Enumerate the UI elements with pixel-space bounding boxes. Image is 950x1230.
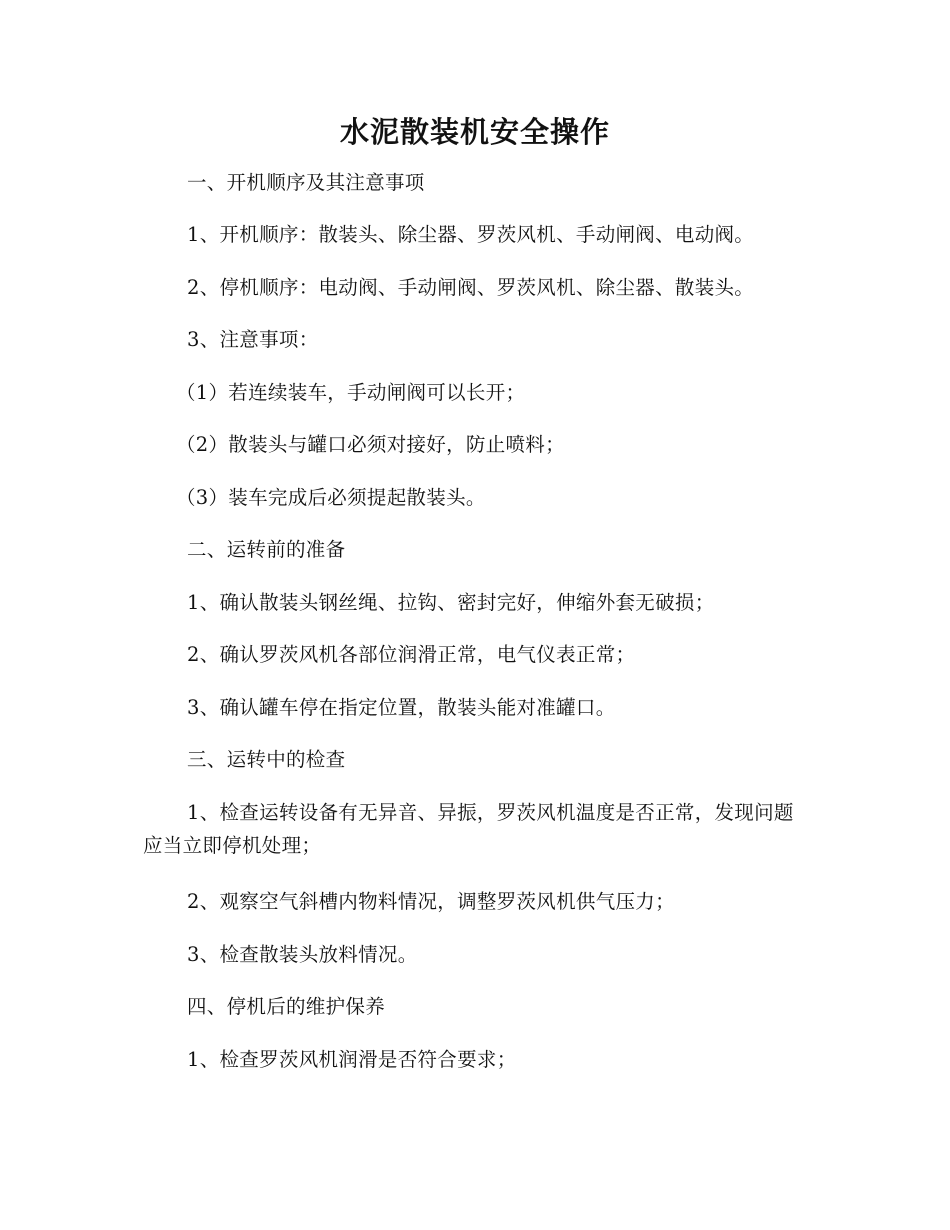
paragraph: 3、确认罐车停在指定位置，散装头能对准罐口。 (187, 696, 616, 719)
paragraph: （2）散装头与罐口必须对接好，防止喷料； (176, 433, 565, 456)
paragraph: 1、确认散装头钢丝绳、拉钩、密封完好，伸缩外套无破损； (187, 591, 715, 614)
paragraph: 2、停机顺序：电动阀、手动闸阀、罗茨风机、除尘器、散装头。 (187, 276, 755, 299)
document-title: 水泥散装机安全操作 (339, 115, 610, 149)
paragraph: 1、开机顺序：散装头、除尘器、罗茨风机、手动闸阀、电动阀。 (187, 223, 755, 246)
section-heading-2: 二、运转前的准备 (187, 538, 346, 561)
paragraph: 1、检查运转设备有无异音、异振，罗茨风机温度是否正常，发现问题应当立即停机处理； (143, 801, 794, 857)
section-heading-1: 一、开机顺序及其注意事项 (187, 171, 425, 194)
paragraph: （1）若连续装车，手动闸阀可以长开； (176, 381, 526, 404)
paragraph: 3、检查散装头放料情况。 (187, 943, 418, 966)
section-heading-3: 三、运转中的检查 (187, 748, 346, 771)
paragraph: 2、确认罗茨风机各部位润滑正常，电气仪表正常； (187, 643, 636, 666)
paragraph: 3、注意事项： (187, 328, 319, 351)
paragraph: （3）装车完成后必须提起散装头。 (176, 486, 486, 509)
paragraph: 2、观察空气斜槽内物料情况，调整罗茨风机供气压力； (187, 890, 675, 913)
paragraph: 1、检查罗茨风机润滑是否符合要求； (187, 1048, 517, 1071)
section-heading-4: 四、停机后的维护保养 (187, 995, 386, 1018)
